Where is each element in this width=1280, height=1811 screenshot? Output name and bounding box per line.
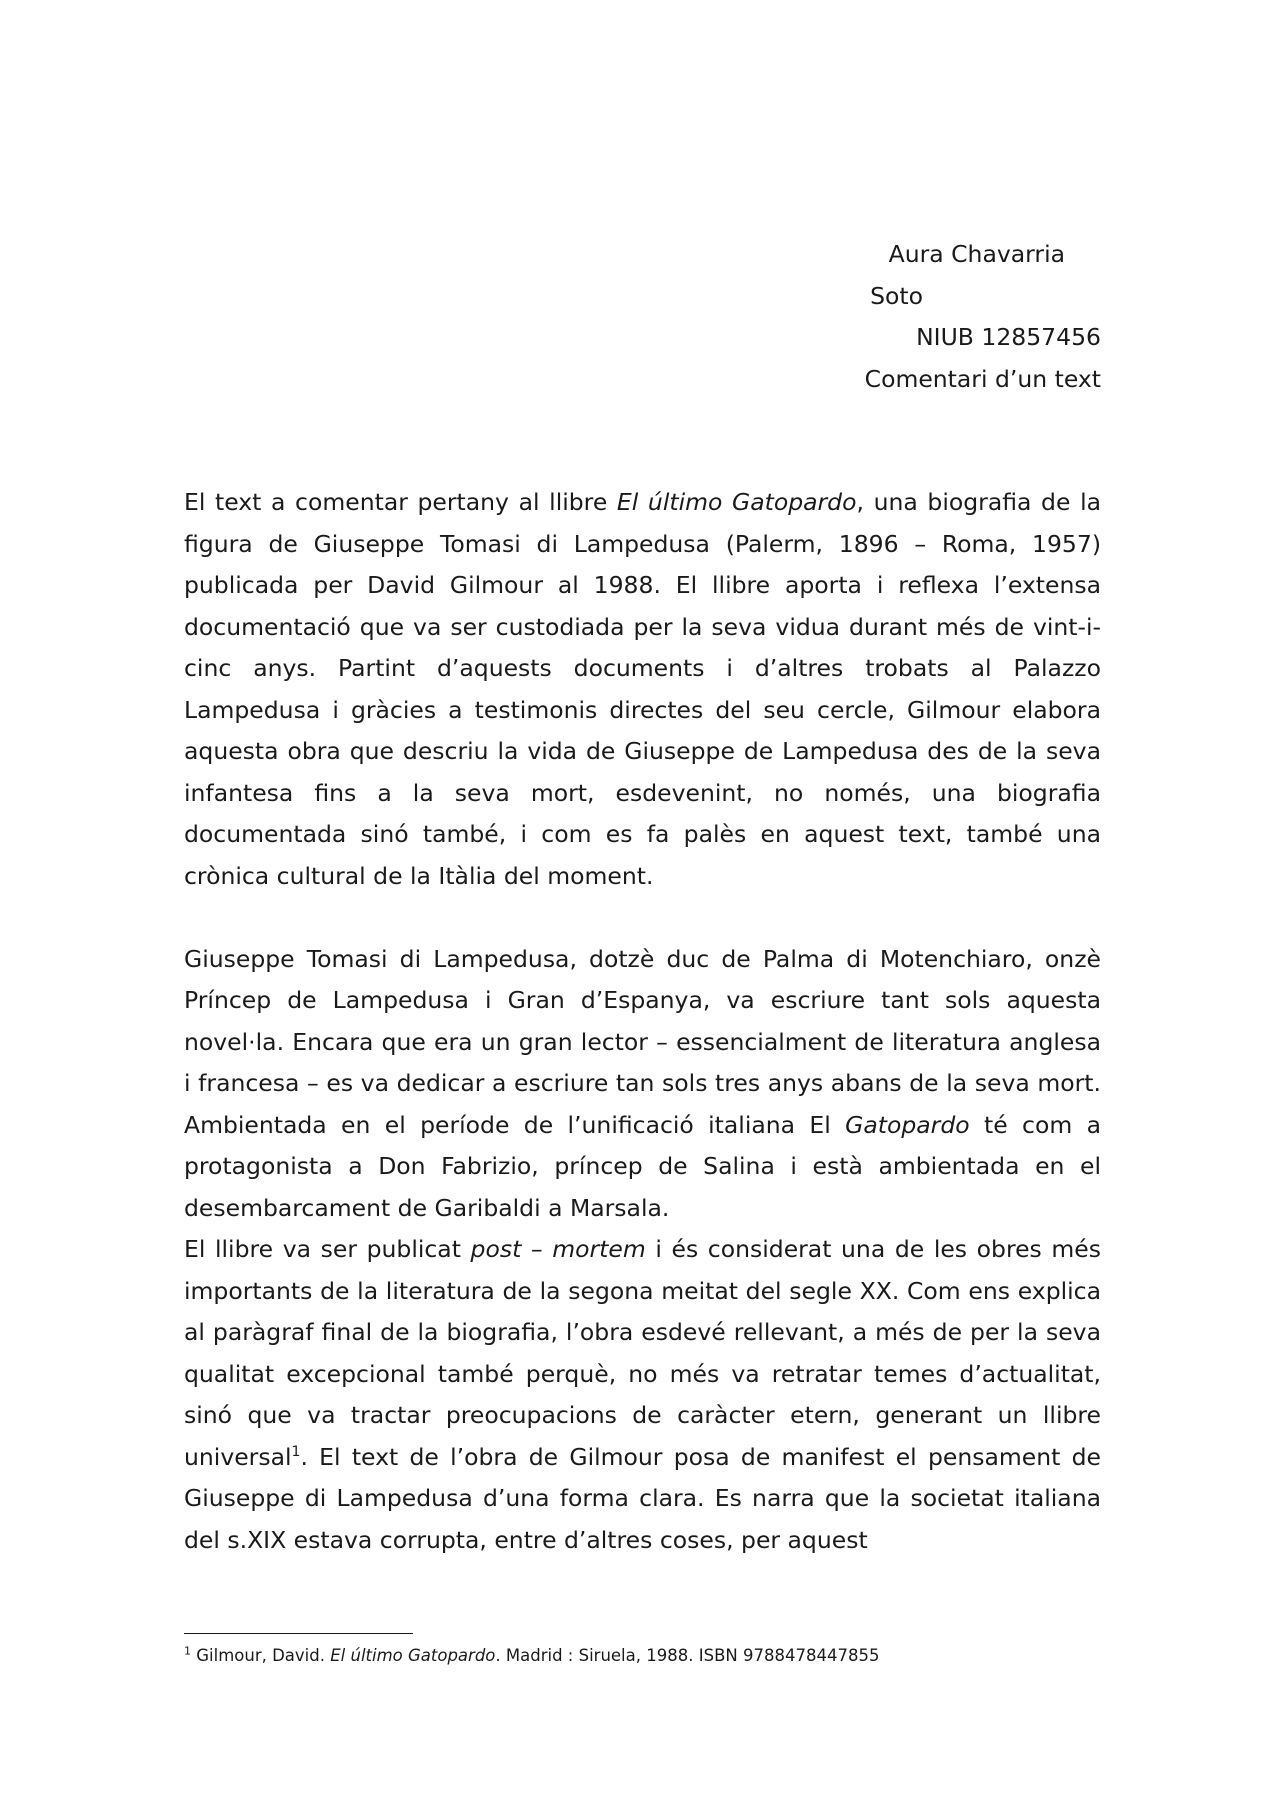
footnote bbox=[184, 1645, 879, 1667]
footnote-text-b: . Madrid : Siruela, 1988. ISBN 9788478447855 bbox=[495, 1646, 880, 1665]
paragraph-1-text-b: , una biografia de la figura de Giuseppe Tomasi di Lampedusa (Palerm, 1896 – Roma, 1957) publicada per David Gilmour al 1988. El llibre aporta i reflexa l’extensa documentació que va ser custodiada per la seva vidua durant més de vint-i-cinc anys. Partint d’aquests documents i d’altres trobats al Palazzo Lampedusa i gràcies a testimonis directes del seu cercle, Gilmour elabora aquesta obra que descriu la vida de Giuseppe de Lampedusa des de la seva infantesa fins a la seva mort, esdevenint, no només, una biografia documentada sinó també, i com es fa palès en aquest text, també una crònica cultural de la Itàlia del moment. bbox=[184, 488, 1101, 890]
paragraph-1 bbox=[184, 482, 1101, 897]
author-first-name: Aura Chavarria bbox=[888, 240, 1065, 268]
book-title: El último Gatopardo bbox=[616, 488, 857, 516]
author-last-name: Soto bbox=[870, 281, 923, 310]
paragraph-3 bbox=[184, 1229, 1101, 1561]
paragraph-3-text-a: El llibre va ser publicat bbox=[184, 1235, 471, 1263]
assignment-title: Comentari d’un text bbox=[864, 364, 1101, 393]
footnote-reference[interactable]: 1 bbox=[291, 1443, 301, 1460]
novel-title: Gatopardo bbox=[845, 1110, 970, 1139]
footnote-number: 1 bbox=[184, 1644, 191, 1658]
document-body bbox=[184, 482, 1101, 1561]
author-header bbox=[681, 234, 1101, 400]
student-id: NIUB 12857456 bbox=[916, 323, 1101, 351]
paragraph-2 bbox=[184, 939, 1101, 1230]
footnote-book-title: El último Gatopardo bbox=[330, 1646, 496, 1665]
post-mortem-italic: post – mortem bbox=[470, 1235, 646, 1263]
paragraph-spacer bbox=[184, 897, 1101, 939]
paragraph-3-text-b: i és considerat una de les obres més importants de la literatura de la segona meitat del segle XX. Com ens explica al paràgraf final de la biografia, l’obra esdevé rellevant, a més de per la seva qualitat excepcional també perquè, no més va retratar temes d’actualitat, sinó que va tractar preocupacions de caràcter etern, generant un llibre universal bbox=[184, 1235, 1102, 1471]
footnote-text-a: Gilmour, David. bbox=[191, 1646, 331, 1665]
paragraph-3-text-c: . El text de l’obra de Gilmour posa de manifest el pensament de Giuseppe di Lampedusa d’una forma clara. Es narra que la societat italiana del s.XIX estava corrupta, entre d’altres coses, per aquest bbox=[184, 1442, 1101, 1554]
footnote-separator bbox=[184, 1633, 413, 1634]
paragraph-2-text-a: Giuseppe Tomasi di Lampedusa, dotzè duc de Palma di Motenchiaro, onzè Príncep de Lampedusa i Gran d’Espanya, va escriure tant sols aquesta novel·la. Encara que era un gran lector – essencialment de literatura anglesa i francesa – es va dedicar a escriure tan sols tres anys abans de la seva mort. Ambientada en el període de l’unificació italiana El bbox=[184, 944, 1101, 1139]
paragraph-1-text-a: El text a comentar pertany al llibre bbox=[184, 488, 617, 516]
paragraph-2-text-b: té com a protagonista a Don Fabrizio, príncep de Salina i està ambientada en el desembarcament de Garibaldi a Marsala. bbox=[184, 1110, 1101, 1222]
